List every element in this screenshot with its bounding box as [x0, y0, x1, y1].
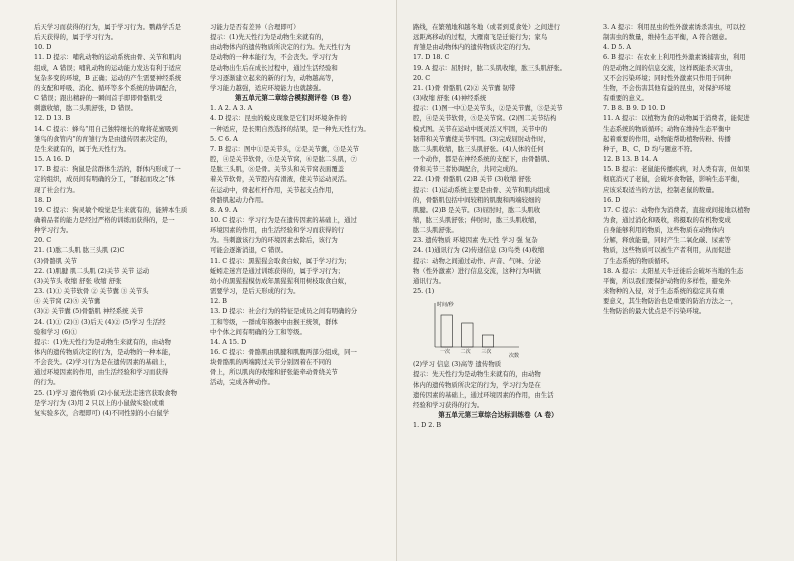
- answer-line: 应该采取适当的方法，控制老鼠的数量。: [603, 185, 719, 194]
- answer-line: 为。当刺激该行为的环境因素去除后，该行为: [210, 236, 338, 245]
- answer-line: 17. C 提示：动物作为消费者，直接或间接地以植物: [603, 205, 750, 214]
- answer-line: 的行为。: [34, 378, 60, 387]
- answer-line: 活动，完成各种动作。: [210, 378, 274, 387]
- x-tick-label: 二次: [460, 349, 471, 356]
- bar: [462, 323, 473, 347]
- answer-line: 一种适应，是长期自然选择的结果，是一种先天性行为。: [210, 124, 370, 133]
- answer-line: 20. C: [413, 73, 431, 82]
- answer-line: 蚯蚓走迷宫是通过训练获得的，属于学习行为；: [210, 266, 345, 275]
- answer-line: 15. B 提示：老鼠能传播疾病，对人类有害，但如果: [603, 165, 750, 174]
- answer-line: 24. (1)通讯行为 (2)传递信息 (3)鸟类 (4)收缩: [413, 246, 545, 255]
- answer-line: (3)骨骼肌 关节: [34, 256, 78, 265]
- answer-line: 雏鸟的食管内”的育雏行为是由遗传因素决定的，: [34, 134, 172, 143]
- answer-line: 15. A 16. D: [34, 155, 71, 164]
- answer-line: 通讯行为。: [413, 276, 445, 285]
- answer-line: 体内的遗传物质决定的行为，是动物的一种本能，: [34, 348, 175, 356]
- answer-line: 肱二头肌舒张。: [413, 226, 458, 235]
- answer-line: 生物防治的最大优点是不污染环境。: [603, 307, 706, 316]
- answer-line: 肱二头肌收缩，肱三头肌舒张。(4)人体的任何: [413, 144, 544, 153]
- answer-line: 骨和关节三者协调配合，共同完成的。: [413, 165, 522, 174]
- answer-line: (3)关节头 收缩 舒张 收缩 舒张: [34, 276, 122, 285]
- y-axis-label: 时间/秒: [437, 302, 454, 309]
- answer-line: 14. A 15. D: [210, 337, 247, 346]
- answer-line: 是动物出生后在成长过程中，通过生活经验和: [210, 63, 338, 72]
- answer-line: 韧带和关节囊使关节牢固。(3)完成屈肘动作时，: [413, 134, 550, 143]
- answer-line: 1. A 2. A 3. A: [210, 104, 253, 113]
- answer-line: 23. 遗传物质 环境因素 先天性 学习 强 复杂: [413, 236, 538, 245]
- answer-line: 中个体之间有明确的分工和等级。: [210, 327, 306, 336]
- x-axis-label: 次数: [509, 353, 520, 360]
- right-page-column-1: [413, 22, 583, 547]
- answer-line: C 错误；跟出精辟的一瞬间首手即即骨骼肌受: [34, 94, 163, 103]
- bar-chart: [417, 297, 537, 359]
- right-page: [397, 0, 794, 561]
- answer-line: (3)② 关节囊 (5)骨骼肌 神经系统 关节: [34, 307, 144, 316]
- answer-line: 17. B 提示：狗鼠是营群体生活的，群体内形成了一: [34, 165, 181, 174]
- left-page-column-1: [34, 22, 202, 547]
- answer-line: 是学习行为 (3)用 2 只以上的小鼠做实验(或重: [34, 398, 165, 407]
- answer-line: 提示：动物之间通过动作、声音、气味、分泌: [413, 256, 541, 265]
- answer-line: 后天获得的，属于学习行为。: [34, 33, 118, 42]
- answer-line: 提示：先天性行为是动物生来就有的，由动物: [413, 370, 541, 379]
- answer-line: 分解，释放能量，同时产生二氧化碳、尿素等: [603, 236, 731, 245]
- answer-line: 8. A 9. A: [210, 205, 238, 214]
- answer-line: 又不会污染环境；同时性外激素只作用于同种: [603, 73, 731, 82]
- answer-line: 一个动作，都是在神经系统的支配下，由骨骼肌、: [413, 155, 554, 164]
- answer-line: 制害虫的数量，维持生态平衡，A 符合题意。: [603, 33, 732, 42]
- answer-line: ④ 关节窝 (2)⑤ 关节囊: [34, 297, 101, 306]
- answer-line: 遗传因素的基础上，通过环境因素的作用，由生活: [413, 390, 554, 399]
- answer-line: 的支配和呼吸、消化、循环等多个系统的协调配合，: [34, 83, 181, 92]
- answer-line: 复实验多次，合理即可) (4)不同性别的小白鼠学: [34, 408, 169, 417]
- answer-line: 定的组织，成员间有明确的分工，“群起而攻之”体: [34, 175, 175, 184]
- answer-line: 刺激收缩，肱二头肌舒张，D 错误。: [34, 104, 138, 113]
- answer-line: 自身能够利用的物质，这些物质在动物体内: [603, 226, 725, 235]
- answer-line: 体内的遗传物质所决定的行为，学习行为是在: [413, 380, 541, 389]
- answer-line: 提示：(1)先天性行为是动物生来就有的，: [210, 33, 328, 42]
- answer-line: 起着重要的作用，动物能帮助植物传粉、传播: [603, 134, 731, 143]
- answer-line: 11. A 提示：以植物为食的动物属于消费者，能促进: [603, 114, 750, 123]
- answer-line: 腔，④是关节软骨，⑤是关节窝，⑥是肱二头肌，⑦: [210, 155, 357, 164]
- answer-line: 在运动中，骨起杠杆作用，关节起支点作用，: [210, 185, 338, 194]
- answer-line: 18. A 提示：太阳星天牛迁徙后会破坏当地的生态: [603, 266, 744, 275]
- answer-line: 育雏是由动物体内的遗传物质决定的行为。: [413, 43, 535, 52]
- answer-line: 6. B 提示：在农业上利用性外激素诱捕害虫，利用: [603, 53, 746, 62]
- answer-line: 是动物的一种本能行为，不会丧失。学习行为: [210, 53, 338, 62]
- answer-line: 块骨骼肌的两端跨过关节分别固着在不同的: [210, 358, 332, 367]
- answer-line: 11. D 提示：哺乳动物的运动系统由骨、关节和肌肉: [34, 53, 182, 62]
- answer-line: 3. A 提示：利用昆虫的性外激素诱杀害虫，可以控: [603, 23, 746, 31]
- answer-line: 13. D 提示：社会行为的特征是成员之间有明确的分: [210, 307, 358, 316]
- answer-line: 的，骨骼肌包括中间较粗的肌腹和两端较细的: [413, 195, 541, 204]
- answer-line: 物质，这些物质可以被生产者利用，从而促进: [603, 246, 731, 255]
- answer-line: 21. (1)骨 骨骼肌 (2)② 关节囊 韧带: [413, 83, 516, 92]
- bar: [482, 335, 493, 347]
- answer-line: 提示：(1)图一中①是关节头，②是关节囊，③是关节: [413, 104, 563, 113]
- answer-line: 24. (1)① (2)③ (3)后天 (4)② (5)学习 生活经: [34, 317, 166, 326]
- answer-line: 不会丧失。(2)学习行为是在遗传因素的基础上，: [34, 358, 171, 367]
- answer-line: 现了社会行为。: [34, 185, 79, 194]
- answer-line: 种子，B、C、D 均与题意不符。: [603, 144, 697, 153]
- answer-line: 16. C 提示：骨骼肌由肌腱和肌腹两部分组成，同一: [210, 348, 357, 356]
- answer-line: (2)学习 信息 (3)高等 遗传物质: [413, 360, 502, 369]
- answer-line: 提示：(1)运动系统主要是由骨、关节和肌肉组成: [413, 185, 550, 194]
- answer-line: (3)收缩 舒张 (4)神经系统: [413, 94, 487, 103]
- answer-line: 远距离移动的过程，大雁南飞是迁徙行为；家鸟: [413, 33, 548, 42]
- answer-line: 环境因素的作用，由生活经验和学习而获得的行: [210, 226, 345, 235]
- answer-line: 复杂多变的环境，B 正确；运动的产生需要神经系统: [34, 73, 182, 82]
- answer-line: 21. (1)肱二头肌 肱三头肌 (2)C: [34, 246, 125, 255]
- answer-line: 验和学习 (6)①: [34, 327, 78, 336]
- answer-line: 学习逐渐建立起来的新的行为，动物越高等，: [210, 73, 338, 82]
- answer-line: 4. D 5. A: [603, 43, 632, 52]
- answer-line: 需要学习，是后天形成的行为。: [210, 287, 300, 296]
- answer-line: 16. D: [603, 195, 621, 204]
- answer-line: 是肱三头肌，⑧是骨。关节头和关节窝表面覆盖: [210, 165, 345, 174]
- answer-line: 19. A 提示：屈肘时，肱二头肌收缩，肱三头肌舒张。: [413, 63, 567, 72]
- answer-line: 12. D 13. B: [34, 114, 71, 123]
- answer-line: 有重要的意义。: [603, 94, 648, 103]
- answer-line: 7. B 8. B 9. D 10. D: [603, 104, 666, 113]
- answer-line: 提示：(1)先天性行为是动物生来就有的，由动物: [34, 337, 171, 346]
- x-tick-label: 三次: [481, 349, 492, 356]
- answer-line: 经验和学习获得的行为。: [413, 400, 484, 409]
- answer-line: 22. (1)骨 骨骼肌 (2)B 关节 (3)收缩 舒张: [413, 175, 532, 184]
- answer-line: 为食，通过消化和吸收，将摄取的有机物变成: [603, 215, 731, 224]
- answer-line: 4. D 提示：昆虫的蜕皮现象是它们对环境条件的: [210, 114, 347, 123]
- answer-line: 彻底消灭了老鼠，会破坏食物链，影响生态平衡，: [603, 175, 744, 184]
- answer-line: 腔，④是关节软骨，⑤是关节窝。(2)图二关节结构: [413, 114, 557, 123]
- answer-line: 工和等级，一群成年猕猴中由猴王统领，群体: [210, 317, 338, 326]
- answer-line: 22. (1)肌腱 肌二头肌 (2)关节 关节 运动: [34, 266, 150, 275]
- answer-line: 25. (1): [413, 287, 435, 296]
- answer-line: 18. D: [34, 195, 52, 204]
- answer-line: 物（性外激素）进行信息交流，这种行为叫做: [413, 266, 541, 275]
- section-heading: 第五单元第三章综合达标训练卷（A 卷）: [438, 411, 558, 419]
- answer-line: 1. D 2. B: [413, 421, 442, 430]
- answer-line: 5. C 6. A: [210, 134, 238, 143]
- answer-line: 着关节软骨，关节腔内有滑液，使关节运动灵活。: [210, 175, 351, 184]
- answer-line: 幼小的黑猩猩模仿成年黑猩猩利用树枝取食白蚁，: [210, 276, 351, 285]
- answer-line: 后天学习而获得的行为，属于学习行为。鹦鹉学舌是: [34, 23, 181, 31]
- answer-line: 7. B 提示：图中①是关节头，②是关节囊，③是关节: [210, 144, 360, 153]
- answer-line: 生态系统的物质循环；动物在维持生态平衡中: [603, 124, 731, 133]
- answer-line: 生物，不会伤害其他有益的昆虫，对保护环境: [603, 83, 731, 92]
- answer-line: 17. D 18. C: [413, 53, 450, 62]
- answer-line: 是生来就有的，属于先天性行为。: [34, 144, 130, 153]
- answer-line: 由动物体内的遗传物质所决定的行为。先天性行为: [210, 43, 351, 52]
- answer-line: 可能会逐渐消退，C 错误。: [210, 246, 288, 255]
- answer-line: 来物种的入侵，对于生态系统的稳定具有重: [603, 287, 725, 296]
- answer-line: 种学习行为。: [34, 226, 73, 235]
- answer-line: 骨骼肌起动力作用。: [210, 195, 268, 204]
- answer-line: 23. (1)① 关节软骨 ② 关节囊 ③ 关节头: [34, 287, 149, 296]
- answer-line: 习能力是否有差异（合理即可）: [210, 23, 300, 31]
- left-page-column-2: [210, 22, 380, 547]
- answer-line: 10. D: [34, 43, 52, 52]
- section-heading: 第五单元第二章综合模拟测评卷（B 卷）: [235, 94, 355, 103]
- answer-line: 要意义，其生物防治也是重要的防治方法之一，: [603, 297, 738, 306]
- answer-line: 缩，肱三头肌舒张；伸肘时，肱三头肌收缩，: [413, 215, 541, 224]
- bar: [441, 315, 452, 347]
- answer-line: 12. B 13. B 14. A: [603, 155, 658, 164]
- answer-line: 12. B: [210, 297, 227, 306]
- answer-line: 学习能力越强，适应环境能力也就越强。: [210, 83, 326, 92]
- answer-line: 确着品者的能力是经过严格的训练而获得的，是一: [34, 215, 175, 224]
- answer-line: 25. (1)学习 遗传物质 (2)小鼠无法走迷宫获取食物: [34, 388, 178, 397]
- answer-line: 路线，在繁殖地和越冬地（或者到觅食处）之间进行: [413, 23, 560, 31]
- answer-line: 10. C 提示：学习行为是在遗传因素的基础上，通过: [210, 215, 357, 224]
- answer-line: 平衡，所以我们要保护动物的多样性，避免外: [603, 276, 731, 285]
- answer-line: 19. C 提示：狗灵敏个嗅觉是生来就有的，能辨本生质: [34, 205, 188, 214]
- answer-line: 14. C 提示：蜂鸟“用自己独特细长的喙将花蜜吸到: [34, 124, 178, 133]
- answer-line: 组成，A 错误；哺乳动物的运动能力发达有利于适应: [34, 63, 182, 72]
- answer-line: 通过环境因素的作用，由生活经验和学习而获得: [34, 368, 169, 377]
- x-tick-label: 一次: [440, 349, 451, 356]
- answer-line: 20. C: [34, 236, 52, 245]
- answer-line: 肌腱。(2)B 是关节。(3)屈肘时，肱二头肌收: [413, 205, 541, 214]
- answer-line: 的是动物之间的信息交流，这样既能杀灭害虫，: [603, 63, 738, 72]
- answer-line: 了生态系统的物质循环。: [603, 256, 674, 265]
- answer-line: 骨上，所以肌肉的收缩和舒张能牵动骨绕关节: [210, 368, 338, 377]
- right-page-column-2: [603, 22, 771, 547]
- answer-line: 模式图。关节在运动中既灵活又牢固，关节中的: [413, 124, 548, 133]
- answer-line: 11. C 提示：黑猩猩会取食白蚁，属于学习行为；: [210, 256, 351, 265]
